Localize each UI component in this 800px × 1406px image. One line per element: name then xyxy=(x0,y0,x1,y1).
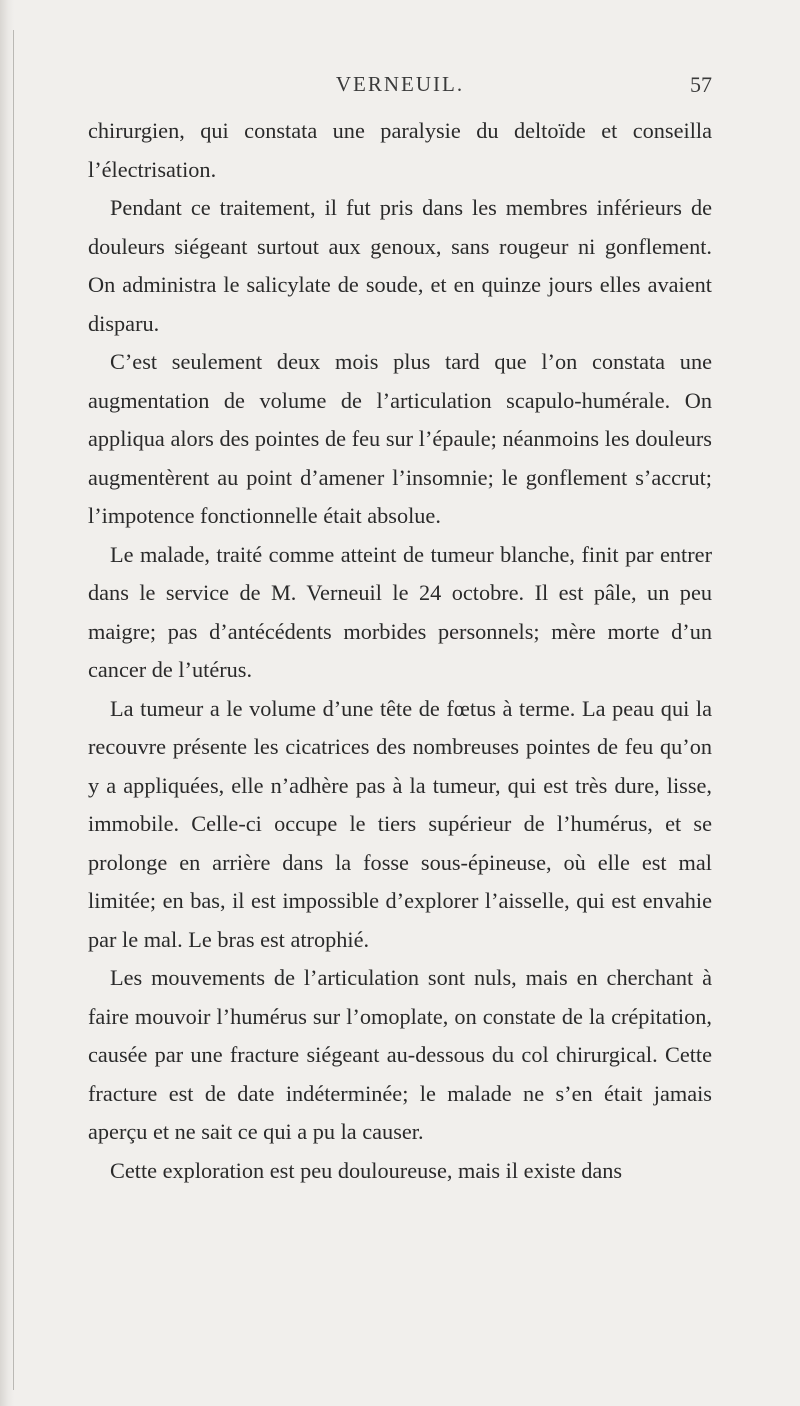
body-text xyxy=(88,112,712,1190)
paragraph: Cette exploration est peu douloureuse, mais il existe dans xyxy=(110,1157,623,1183)
page-number: 57 xyxy=(690,72,712,97)
paragraph: La tumeur a le volume d’une tête de fœtus à terme. La peau qui la recouvre présente les cicatrices des nombreuses pointes de feu qu’on y a appliquées, elle n’adhère pas à la tumeur, qui est très dure, lisse, immobile. Celle-ci occupe le tiers supérieur de l’humérus, et se prolonge en arrière dans la fosse sous-épineuse, où elle est mal limitée; en bas, il est impossible d’explorer l’aisselle, qui est envahie par le mal. Le bras est atrophié. xyxy=(88,695,712,952)
paragraph: C’est seulement deux mois plus tard que l’on constata une augmentation de volume de l’articulation scapulo-humérale. On appliqua alors des pointes de feu sur l’épaule; néanmoins les douleurs augmentèrent au point d’amener l’insomnie; le gonflement s’accrut; l’impotence fonctionnelle était absolue. xyxy=(88,349,712,528)
paragraph: Le malade, traité comme atteint de tumeur blanche, finit par entrer dans le service de M. Verneuil le 24 octobre. Il est pâle, un peu maigre; pas d’antécédents morbides personnels; mère morte d’un cancer de l’utérus. xyxy=(88,541,712,682)
paragraph-continuation: chirurgien, qui constata une paralysie du deltoïde et conseilla l’électrisation. xyxy=(88,118,712,182)
paragraph: Les mouvements de l’articulation sont nuls, mais en cherchant à faire mouvoir l’humérus sur l’omoplate, on constate de la crépitation, causée par une fracture siégeant au-dessous du col chirurgical. Cette fracture est de date indéterminée; le malade ne s’en était jamais aperçu et ne sait ce qui a pu la causer. xyxy=(88,965,712,1144)
paragraph: Pendant ce traitement, il fut pris dans les membres inférieurs de douleurs siégeant surtout aux genoux, sans rougeur ni gonflement. On administra le salicylate de soude, et en quinze jours elles avaient disparu. xyxy=(88,195,712,336)
page-header xyxy=(0,72,800,102)
binding-rule xyxy=(13,30,14,1390)
page-left-edge xyxy=(0,0,14,1406)
running-head: VERNEUIL. xyxy=(335,72,465,96)
